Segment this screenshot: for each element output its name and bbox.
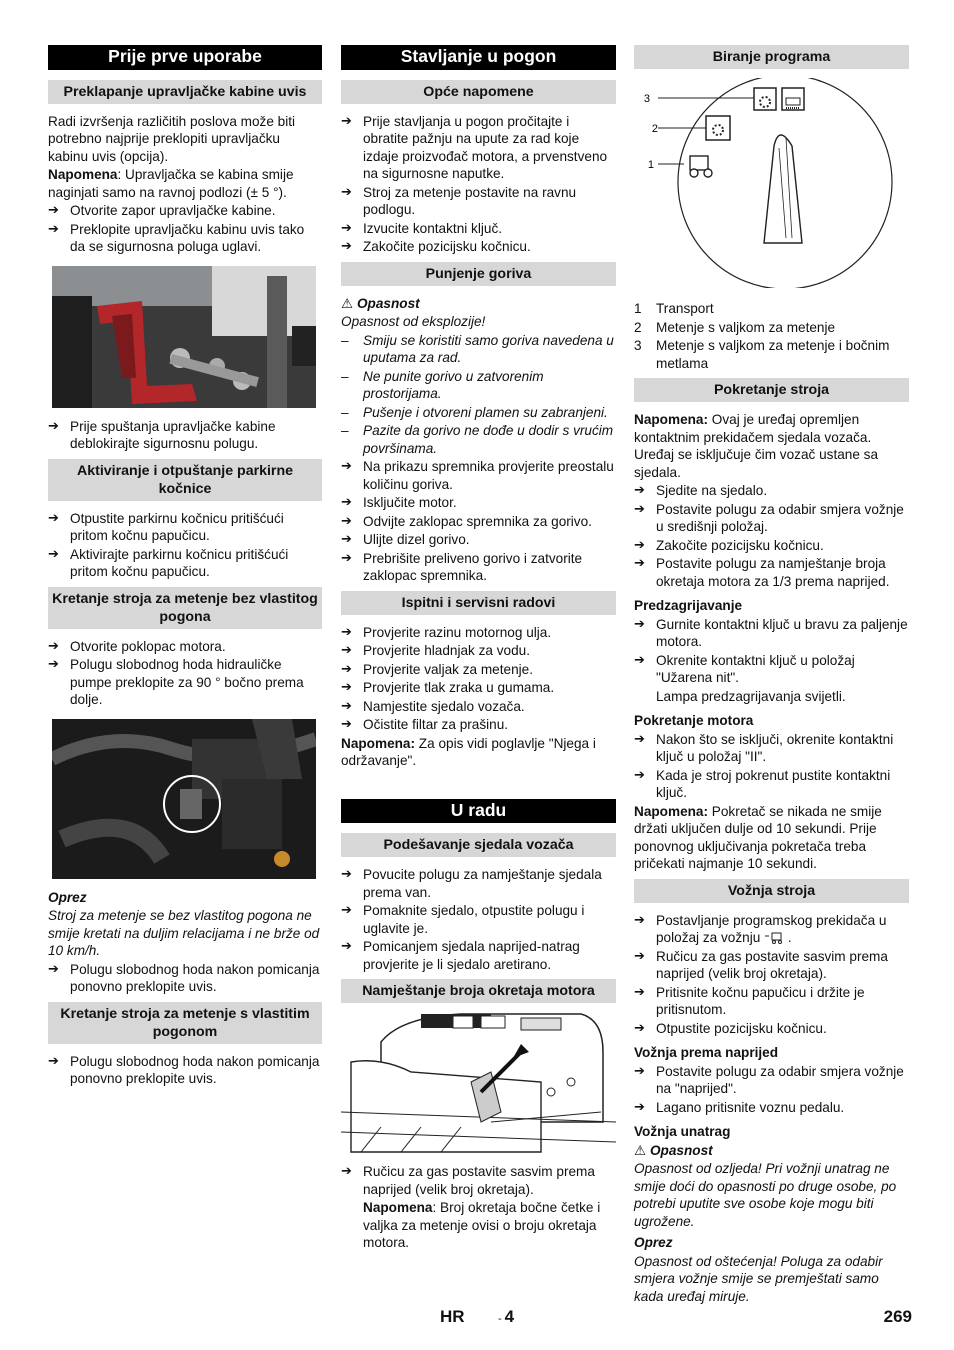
step: ➔ Ručicu za gas postavite sasvim prema naprijed (velik broj okretaja). — [634, 948, 909, 983]
subsection-title: Aktiviranje i otpuštanje parkirne kočnice — [48, 459, 322, 501]
step: ➔ Preklopite upravljačku kabinu uvis tako da se sigurnosna poluga uglavi. — [48, 221, 322, 256]
step: ➔ Namjestite sjedalo vozača. — [341, 698, 616, 716]
step-list — [634, 482, 909, 590]
step: ➔ Ručicu za gas postavite sasvim prema naprijed (velik broj okretaja). — [341, 1163, 616, 1198]
step-list — [48, 510, 322, 581]
subsection-title: Biranje programa — [634, 45, 909, 69]
footer-sub-page: - 4 — [498, 1307, 515, 1326]
danger-title: ⚠ Opasnost — [634, 1142, 713, 1158]
step: ➔ Prije spuštanja upravljačke kabine deblokirajte sigurnosnu polugu. — [48, 418, 322, 453]
step-list — [341, 624, 616, 734]
legend-item: 2 Metenje s valjkom za metenje — [634, 319, 836, 335]
step: ➔ Provjerite razinu motornog ulja. — [341, 624, 616, 642]
column-2 — [341, 45, 616, 1253]
step: ➔ Pomaknite sjedalo, otpustite polugu i uglavite je. — [341, 902, 616, 937]
note: Napomena: Upravljačka se kabina smije naginjati samo na ravnoj podlozi (± 5 °). — [48, 167, 294, 200]
dash-item: – Ne punite gorivo u zatvorenim prostorijama. — [341, 368, 616, 403]
subsection-title: Namještanje broja okretaja motora — [341, 979, 616, 1003]
subheading: Vožnja prema naprijed — [634, 1045, 779, 1060]
dash-item: – Pušenje i otvoreni plamen su zabranjeni. — [341, 404, 616, 422]
step: ➔ Odvijte zaklopac spremnika za gorivo. — [341, 513, 616, 531]
subheading: Pokretanje motora — [634, 713, 754, 728]
callout-2: 2 — [651, 123, 658, 135]
subsection-title: Kretanje stroja za metenje s vlastitim pogonom — [48, 1002, 322, 1044]
subsection-title: Kretanje stroja za metenje bez vlastitog pogona — [48, 587, 322, 629]
step: ➔ Pomicanjem sjedala naprijed-natrag provjerite je li sjedalo aretirano. — [341, 938, 616, 973]
step: ➔ Sjedite na sjedalo. — [634, 482, 909, 500]
step: ➔ Pritisnite kočnu papučicu i držite je pritisnutom. — [634, 984, 909, 1019]
subheading: Vožnja unatrag — [634, 1124, 731, 1139]
step: ➔ Postavite polugu za namještanje broja okretaja motora za 1/3 prema naprijed. — [634, 555, 909, 590]
step: ➔ Očistite filtar za prašinu. — [341, 716, 616, 734]
step: ➔ Izvucite kontaktni ključ. — [341, 220, 616, 238]
danger-title: ⚠ Opasnost — [341, 295, 420, 311]
section-title: U radu — [341, 799, 616, 824]
step-list — [48, 418, 322, 453]
danger-text: Opasnost od ozljeda! Pri vožnji unatrag ne smije doći do opasnosti po druge osobe, po potrebi uputite sve osobe koje mogu biti ugrožene. — [634, 1161, 897, 1229]
note: Napomena: Ovaj je uređaj opremljen kontaktnim prekidačem sjedala vozača. Uređaj se isključuje čim vozač ustane sa sjedala. — [634, 412, 879, 480]
step-list — [48, 638, 322, 709]
step: ➔ Stroj za metenje postavite na ravnu podlogu. — [341, 184, 616, 219]
step: ➔ Postavljanje programskog prekidača u položaj za vožnju . — [634, 912, 909, 947]
subsection-title: Ispitni i servisni radovi — [341, 591, 616, 615]
step-list — [634, 731, 909, 802]
step-list — [48, 1053, 322, 1088]
legend-list — [634, 300, 909, 372]
step-list — [341, 1163, 616, 1198]
result-text: Lampa predzagrijavanja svijetli. — [656, 688, 846, 704]
callout-3: 3 — [643, 93, 650, 105]
column-1 — [48, 45, 322, 1089]
step-list — [341, 113, 616, 256]
note: Napomena: Broj okretaja bočne četke i valjka za metenje ovisi o broju okretaja motora. — [363, 1200, 601, 1250]
step: ➔ Otvorite zapor upravljačke kabine. — [48, 202, 322, 220]
step: ➔ Kada je stroj pokrenut pustite kontaktni ključ. — [634, 767, 909, 802]
step: ➔ Povucite polugu za namještanje sjedala prema van. — [341, 866, 616, 901]
legend-item: 1 Transport — [634, 301, 714, 316]
step: ➔ Otpustite pozicijsku kočnicu. — [634, 1020, 909, 1038]
caution-text: Opasnost od oštećenja! Poluga za odabir smjera vožnje smije se premještati samo kada uređaj miruje. — [634, 1253, 883, 1304]
legend-item: 3 Metenje s valjkom za metenje i bočnim metlama — [634, 338, 890, 371]
step: ➔ Polugu slobodnog hoda hidrauličke pumpe preklopite za 90 ° bočno prema dolje. — [48, 656, 322, 709]
step: ➔ Ulijte dizel gorivo. — [341, 531, 616, 549]
step: ➔ Na prikazu spremnika provjerite preostalu količinu goriva. — [341, 458, 616, 493]
caution-title: Oprez — [48, 889, 87, 905]
step: ➔ Gurnite kontaktni ključ u bravu za paljenje motora. — [634, 616, 909, 651]
cabin-lock-photo — [52, 266, 316, 408]
step-list — [48, 202, 322, 256]
danger-text: Opasnost od eksplozije! — [341, 314, 486, 329]
step: ➔ Postavite polugu za odabir smjera vožnje na "naprijed". — [634, 1063, 909, 1098]
step: ➔ Prebrišite preliveno gorivo i zatvorite zaklopac spremnika. — [341, 550, 616, 585]
subheading: Predzagrijavanje — [634, 598, 743, 613]
note: Napomena: Za opis vidi poglavlje "Njega i održavanje". — [341, 735, 596, 768]
step-list — [634, 912, 909, 1038]
step: ➔ Aktivirajte parkirnu kočnicu pritišćući pritom kočnu papučicu. — [48, 546, 322, 581]
warning-triangle-icon: ⚠ — [341, 295, 354, 311]
step-list — [634, 616, 909, 687]
program-selector-diagram — [634, 78, 909, 288]
step-list — [634, 1063, 909, 1117]
subsection-title: Opće napomene — [341, 80, 616, 104]
step-list — [341, 458, 616, 585]
note: Napomena: Pokretač se nikada ne smije držati uključen dulje od 10 sekundi. Prije ponovnog uključivanja pokretača treba pričekati najmanje 10 sekundi. — [634, 803, 882, 871]
step: ➔ Provjerite tlak zraka u gumama. — [341, 679, 616, 697]
step-list — [341, 866, 616, 973]
step: ➔ Otvorite poklopac motora. — [48, 638, 322, 656]
dash-list — [341, 332, 616, 458]
step: ➔ Isključite motor. — [341, 494, 616, 512]
step: ➔ Otpustite parkirnu kočnicu pritišćući pritom kočnu papučicu. — [48, 510, 322, 545]
step: ➔ Zakočite pozicijsku kočnicu. — [634, 537, 909, 555]
subsection-title: Punjenje goriva — [341, 262, 616, 286]
subsection-title: Podešavanje sjedala vozača — [341, 833, 616, 857]
step: ➔ Prije stavljanja u pogon pročitajte i obratite pažnju na upute za rad koje izdaje proizvođač motora, a prvenstveno na sigurnosne naputke. — [341, 113, 616, 183]
warning-triangle-icon: ⚠ — [634, 1142, 647, 1158]
section-title: Stavljanje u pogon — [341, 45, 616, 70]
dash-item: – Pazite da gorivo ne dođe u dodir s vrućim površinama. — [341, 422, 616, 457]
callout-1: 1 — [647, 159, 654, 171]
step: ➔ Provjerite valjak za metenje. — [341, 661, 616, 679]
step-list — [48, 961, 322, 996]
step: ➔ Nakon što se isključi, okrenite kontaktni ključ u položaj "II". — [634, 731, 909, 766]
subsection-title: Vožnja stroja — [634, 879, 909, 903]
footer-page-number: 269 — [883, 1307, 912, 1326]
footer-language: HR — [440, 1307, 465, 1326]
step: ➔ Postavite polugu za odabir smjera vožnje u središnji položaj. — [634, 501, 909, 536]
transport-icon — [764, 932, 784, 944]
step: ➔ Provjerite hladnjak za vodu. — [341, 642, 616, 660]
subsection-title: Pokretanje stroja — [634, 378, 909, 402]
throttle-lever-drawing — [341, 1012, 616, 1157]
step: ➔ Lagano pritisnite voznu pedalu. — [634, 1099, 909, 1117]
section-title: Prije prve uporabe — [48, 45, 322, 70]
column-3 — [634, 45, 909, 1306]
paragraph: Radi izvršenja različitih poslova može biti potrebno najprije preklopiti upravljačku kabinu uvis (opcija). — [48, 113, 296, 164]
dash-item: – Smiju se koristiti samo goriva navedena u uputama za rad. — [341, 332, 616, 367]
caution-text: Stroj za metenje se bez vlastitog pogona ne smije kretati na duljim relacijama i ne brže od 10 km/h. — [48, 908, 320, 958]
caution-title: Oprez — [634, 1235, 673, 1250]
step: ➔ Zakočite pozicijsku kočnicu. — [341, 238, 616, 256]
roller-brush-icon — [706, 116, 730, 140]
subsection-title: Preklapanje upravljačke kabine uvis — [48, 80, 322, 104]
freewheel-lever-photo — [52, 719, 316, 879]
step: ➔ Polugu slobodnog hoda nakon pomicanja ponovno preklopite uvis. — [48, 961, 322, 996]
step: ➔ Okrenite kontaktni ključ u položaj "Užarena nit". — [634, 652, 909, 687]
step: ➔ Polugu slobodnog hoda nakon pomicanja ponovno preklopite uvis. — [48, 1053, 322, 1088]
sweep-brush-icon — [754, 88, 776, 110]
side-brush-icon — [782, 88, 804, 110]
